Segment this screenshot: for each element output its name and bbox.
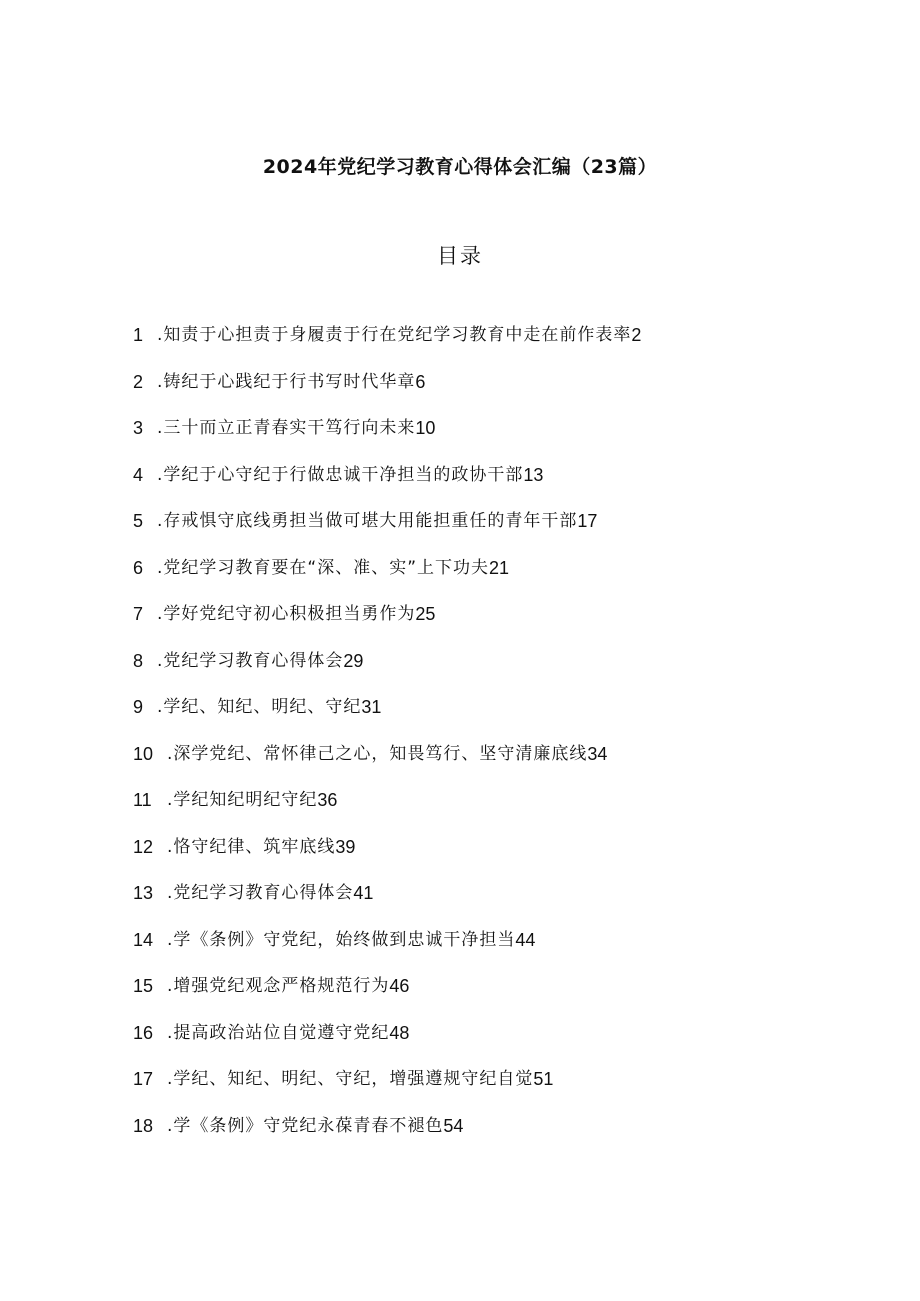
toc-item-4[interactable] [133,462,833,509]
toc-item-17[interactable] [133,1066,833,1113]
toc-item-page: 31 [361,697,382,717]
toc-item-title: .恪守纪律、筑牢底线 [167,836,336,857]
toc-item-title: .学《条例》守党纪，始终做到忠诚干净担当 [167,929,516,950]
toc-item-number: 15 [133,976,154,996]
toc-item-number: 18 [133,1115,154,1136]
toc-item-6[interactable] [133,555,833,602]
toc-item-5[interactable] [133,508,833,555]
toc-item-page: 29 [343,650,364,671]
toc-item-18[interactable] [133,1113,833,1160]
toc-item-16[interactable] [133,1020,833,1067]
toc-item-title: .深学党纪、常怀律己之心，知畏笃行、坚守清廉底线 [167,743,588,764]
toc-heading: 目录 [437,244,483,268]
toc-item-13[interactable] [133,880,833,927]
toc-item-page: 41 [353,883,374,903]
toc-item-page: 54 [443,1115,464,1136]
toc-item-14[interactable] [133,927,833,974]
toc-item-number: 16 [133,1022,154,1043]
toc-item-title: .学纪、知纪、明纪、守纪 [157,697,362,717]
toc-item-page: 34 [587,743,608,764]
toc-item-title: .提高政治站位自觉遵守党纪 [167,1022,390,1043]
toc-item-title: .学纪于心守纪于行做忠诚干净担当的政协干部 [157,464,524,485]
toc-item-10[interactable] [133,741,833,788]
table-of-contents [133,322,833,1159]
toc-item-number: 9 [133,697,144,717]
toc-item-title: .党纪学习教育心得体会 [167,883,354,903]
toc-item-title: .党纪学习教育要在“深、准、实”上下功夫 [157,557,490,578]
toc-item-number: 5 [133,511,144,531]
toc-item-page: 46 [389,976,410,996]
toc-item-number: 11 [133,790,152,810]
toc-item-title: .知责于心担责于身履责于行在党纪学习教育中走在前作表率 [157,325,632,345]
toc-item-title: .学纪知纪明纪守纪 [167,790,318,810]
document-title: 2024年党纪学习教育心得体会汇编（23篇） [262,156,658,178]
toc-item-number: 10 [133,743,154,764]
toc-item-3[interactable] [133,415,833,462]
toc-item-title: .铸纪于心践纪于行书写时代华章 [157,371,416,392]
toc-item-number: 2 [133,371,144,392]
toc-item-12[interactable] [133,834,833,881]
toc-item-2[interactable] [133,369,833,416]
toc-item-7[interactable] [133,601,833,648]
toc-item-page: 2 [631,325,642,345]
toc-item-page: 17 [577,511,598,531]
toc-item-number: 3 [133,418,144,438]
toc-item-1[interactable] [133,322,833,369]
toc-item-number: 4 [133,464,144,485]
toc-item-title: .存戒惧守底线勇担当做可堪大用能担重任的青年干部 [157,511,578,531]
toc-item-15[interactable] [133,973,833,1020]
toc-item-number: 8 [133,650,144,671]
toc-item-number: 1 [133,325,144,345]
toc-item-number: 12 [133,836,154,857]
toc-item-page: 48 [389,1022,410,1043]
toc-item-11[interactable] [133,787,833,834]
toc-item-page: 13 [523,464,544,485]
toc-item-8[interactable] [133,648,833,695]
toc-item-page: 51 [533,1069,554,1089]
toc-item-9[interactable] [133,694,833,741]
toc-item-number: 17 [133,1069,154,1089]
toc-item-title: .党纪学习教育心得体会 [157,650,344,671]
toc-item-number: 13 [133,883,154,903]
toc-item-page: 10 [415,418,436,438]
toc-item-page: 25 [415,604,436,624]
toc-item-page: 6 [415,371,426,392]
toc-item-page: 36 [317,790,338,810]
toc-item-page: 44 [515,929,536,950]
toc-item-number: 14 [133,929,154,950]
toc-item-title: .增强党纪观念严格规范行为 [167,976,390,996]
toc-item-number: 7 [133,604,144,624]
toc-item-page: 39 [335,836,356,857]
toc-item-title: .学纪、知纪、明纪、守纪，增强遵规守纪自觉 [167,1069,534,1089]
toc-item-title: .三十而立正青春实干笃行向未来 [157,418,416,438]
toc-item-number: 6 [133,557,144,578]
toc-item-title: .学好党纪守初心积极担当勇作为 [157,604,416,624]
toc-item-page: 21 [489,557,510,578]
toc-item-title: .学《条例》守党纪永葆青春不褪色 [167,1115,444,1136]
